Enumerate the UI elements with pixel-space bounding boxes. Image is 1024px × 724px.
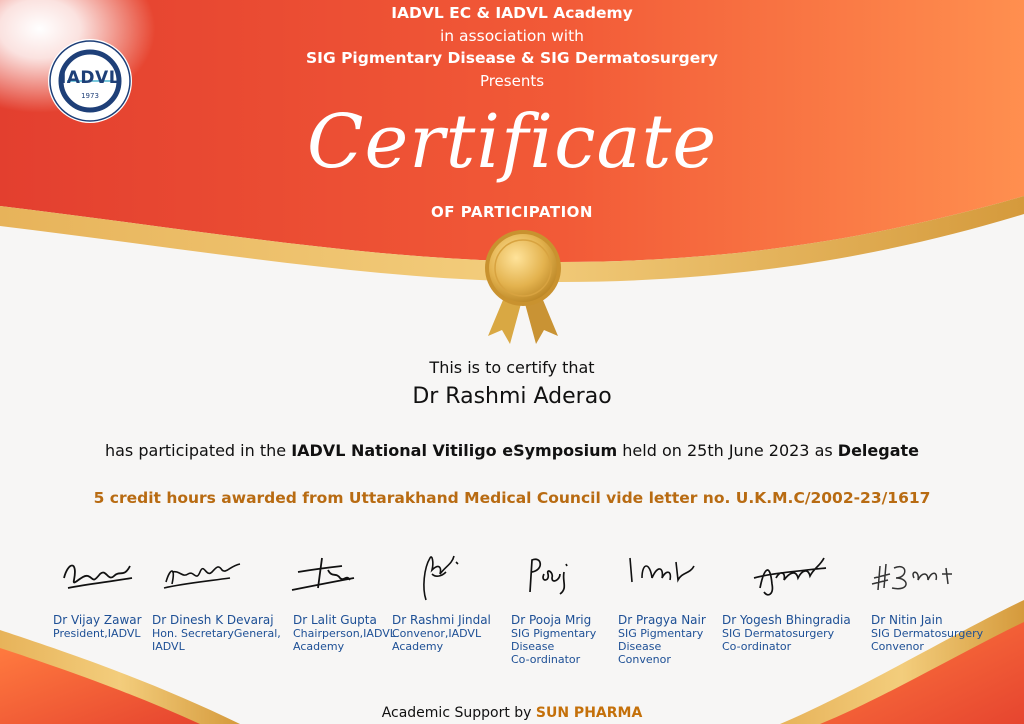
signature-yogesh-bhingradia	[748, 548, 832, 602]
signature-vijay-zawar	[58, 548, 134, 598]
signatory-title: Chairperson,IADVL	[293, 627, 396, 640]
signatory-name: Dr Lalit Gupta	[293, 613, 377, 627]
signatory-title: Convenor,IADVL	[392, 627, 482, 640]
signatory-pragya-nair	[618, 614, 706, 666]
signatory-title: Convenor	[618, 653, 671, 666]
signatory-name: Dr Rashmi Jindal	[392, 613, 491, 627]
header-line-organizers: IADVL EC & IADVL Academy	[391, 4, 633, 22]
signatory-title: SIG Dermatosurgery	[871, 627, 984, 640]
signature-pooja-mrig	[520, 548, 580, 598]
logo-year: 1973	[81, 92, 99, 100]
signatory-name: Dr Dinesh K Devaraj	[152, 613, 274, 627]
signatory-title: SIG Dermatosurgery	[722, 627, 835, 640]
signatory-title: SIG Pigmentary	[511, 627, 597, 640]
participation-prefix: has participated in the	[104, 441, 292, 460]
academic-support-footer	[0, 705, 1024, 721]
signatory-title: Co-ordinator	[722, 640, 792, 653]
signatory-title: Disease	[511, 640, 555, 653]
header-line-association: in association with	[439, 27, 585, 45]
credit-hours-text: 5 credit hours awarded from Uttarakhand Medical Council vide letter no. U.K.M.C/2002-23/1617	[93, 489, 931, 507]
signature-nitin-jain	[868, 548, 958, 594]
participant-role: Delegate	[837, 441, 920, 460]
signature-lalit-gupta	[288, 548, 358, 598]
signatory-nitin-jain	[871, 614, 983, 653]
signatory-title: Academy	[293, 640, 345, 653]
signatory-vijay-zawar	[53, 614, 142, 640]
participation-statement	[0, 441, 1024, 460]
signatory-title: Co-ordinator	[511, 653, 581, 666]
recipient-name: Dr Rashmi Aderao	[412, 384, 612, 409]
signatory-name: Dr Pooja Mrig	[511, 613, 592, 627]
signatory-name: Dr Nitin Jain	[871, 613, 943, 627]
signatory-title: Disease	[618, 640, 662, 653]
gold-medal-icon	[480, 228, 566, 346]
certificate-subtitle: OF PARTICIPATION	[431, 203, 593, 221]
event-name: IADVL National Vitiligo eSymposium	[291, 441, 618, 460]
signatory-rashmi-jindal	[392, 614, 491, 653]
signatory-name: Dr Vijay Zawar	[53, 613, 142, 627]
logo-text: IADVL	[59, 68, 121, 88]
signatory-title: Hon. SecretaryGeneral,	[152, 627, 281, 640]
signatory-pooja-mrig	[511, 614, 596, 666]
signatory-lalit-gupta	[293, 614, 396, 653]
signature-rashmi-jindal	[412, 548, 468, 604]
signature-dinesh-devaraj	[160, 548, 244, 598]
signatory-yogesh-bhingradia	[722, 614, 851, 653]
signatory-dinesh-devaraj	[152, 614, 281, 653]
signatory-title: President,IADVL	[53, 627, 141, 640]
signatory-title: Convenor	[871, 640, 924, 653]
certificate-title: Certificate	[306, 99, 718, 185]
certify-text: This is to certify that	[429, 358, 595, 377]
sponsor-name: SUN PHARMA	[535, 705, 643, 721]
participation-middle: held on 25th June 2023 as	[617, 441, 838, 460]
signatory-title: Academy	[392, 640, 444, 653]
signatory-name: Dr Pragya Nair	[618, 613, 706, 627]
signatory-title: SIG Pigmentary	[618, 627, 704, 640]
footer-prefix: Academic Support by	[381, 705, 536, 721]
signatory-title: IADVL	[152, 640, 185, 653]
header-line-sigs: SIG Pigmentary Disease & SIG Dermatosurgery	[306, 49, 718, 67]
header-line-presents: Presents	[479, 72, 545, 90]
signature-pragya-nair	[620, 548, 698, 590]
signatory-name: Dr Yogesh Bhingradia	[722, 613, 851, 627]
